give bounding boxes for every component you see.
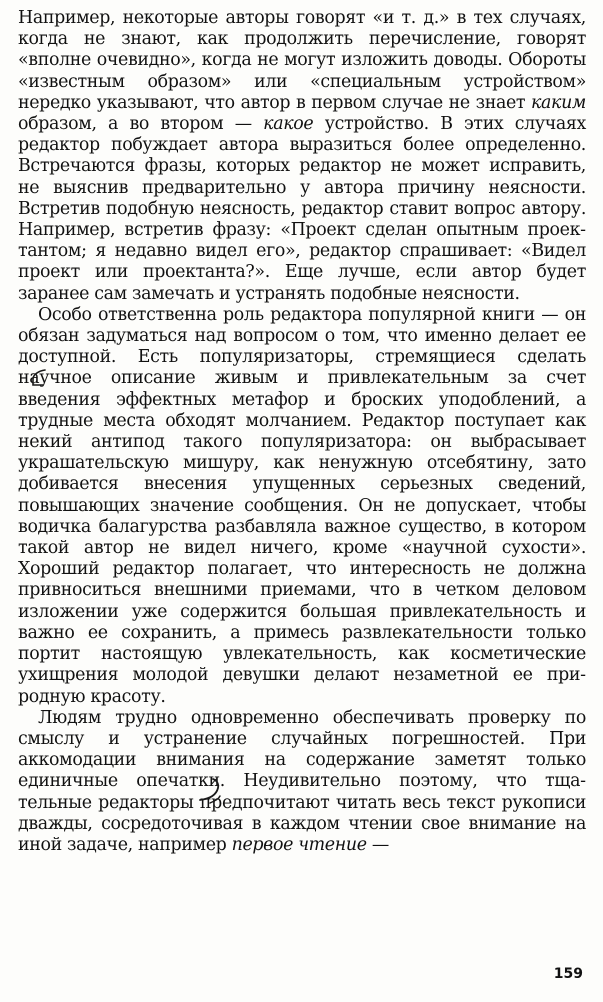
paragraph-1-part-2: образом, а во втором — [18, 114, 264, 135]
paragraph-1-italic-1: каким [530, 92, 586, 113]
paragraph-2 [18, 305, 586, 708]
paragraph-1-part-3: устройство. В этих случаях редактор побуждает автора выразиться более определенно. Встречаются фразы, которых редактор не может исправить, не выяснив предварительно у автора причину неясности. Встретив подобную неясность, редактор ставит вопрос автору. Например, встретив фразу: «Проект сделан опытным проектантом; я недавно видел его», редактор спрашивает: «Видел проект или проектанта?». Еще лучше, если автор будет заранее сам замечать и устранять подобные неясности. [18, 114, 586, 304]
paragraph-3-part-1: Людям трудно одновременно обеспечивать проверку по смыслу и устранение случайных погрешностей. При аккомодации внимания на содержание заметят только единичные опечатки. Неудивительно поэтому, что тщательные редакторы предпочитают читать весь текст рукописи дважды, сосредоточивая в каждом чтении свое внимание на иной задаче, например [18, 707, 586, 855]
paragraph-3 [18, 708, 586, 856]
paragraph-1-italic-2: какое [263, 114, 314, 135]
page-body-text [18, 8, 586, 856]
paragraph-2-text: Особо ответственна роль редактора популярной книги — он обязан задуматься над вопросом о том, что именно делает ее доступной. Есть популяризаторы, стремящиеся сделать научное описание живым и привлекательным за счет введения эффектных метафор и броских уподоблений, а трудные места обходят молчанием. Редактор поступает как некий антипод такого популяризатора: он выбрасывает украшательскую мишуру, как ненужную отсебятину, зато добивается внесения упущенных серьезных сведений, повышающих значение сообщения. Он не допускает, чтобы водичка балагурства разбавляла важное существо, в котором такой автор не видел ничего, кроме «научной сухости». Хороший редактор полагает, что интересность не должна привноситься внешними приемами, что в четком деловом изложении уже содержится большая привлекательность и важно ее сохранить, а примесь развлекательности только портит настоящую увлекательность, как косметические ухищрения молодой девушки делают незаметной ее природную красоту. [18, 304, 586, 707]
paragraph-3-part-2: — [366, 834, 389, 855]
page-number: 159 [553, 966, 583, 982]
paragraph-1 [18, 8, 586, 305]
paragraph-1-part-1: Например, некоторые авторы говорят «и т. д.» в тех случаях, когда не знают, как продолжить перечисление, говорят «вполне очевидно», когда не могут изложить доводы. Обороты «известным образом» или «специальным устройством» нередко указывают, что автор в первом случае не знает [18, 8, 586, 113]
paragraph-3-italic-1: первое чтение [231, 834, 367, 855]
